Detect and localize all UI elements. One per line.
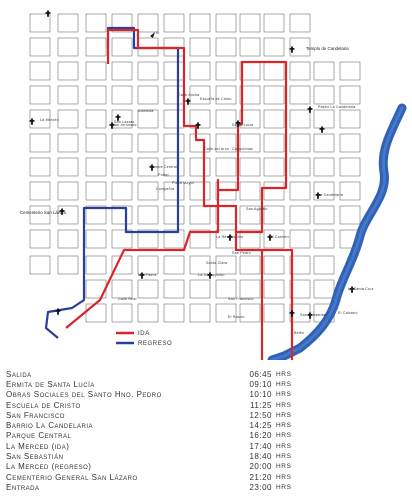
city-block: [86, 256, 106, 274]
city-block: [264, 14, 284, 32]
city-block: [30, 62, 50, 80]
city-block: [216, 38, 236, 56]
city-block: [340, 110, 360, 128]
city-block: [340, 182, 360, 200]
city-block: [216, 14, 236, 32]
schedule-stop: San Francisco: [6, 410, 65, 420]
city-block: [86, 230, 106, 248]
schedule-time: 11:25: [250, 400, 272, 410]
label-belen: Belén: [294, 331, 305, 335]
city-block: [240, 158, 260, 176]
city-block: [30, 182, 50, 200]
city-block: [340, 86, 360, 104]
schedule-time: 12:50: [249, 410, 272, 420]
city-block: [340, 206, 360, 224]
city-block: [314, 280, 334, 298]
legend: [116, 331, 172, 347]
city-block: [216, 304, 236, 322]
schedule-time: 20:00: [249, 462, 272, 472]
schedule-stop: San Sebastián: [6, 452, 64, 462]
city-block: [190, 280, 210, 298]
schedule-time: 10:10: [249, 390, 272, 400]
schedule-row: [6, 420, 306, 430]
city-block: [58, 86, 78, 104]
compass-label: N: [156, 31, 159, 35]
label-capuchinas: Capuchinas: [232, 147, 253, 151]
city-block: [216, 62, 236, 80]
label-la-concepcion: La Concepción: [198, 273, 225, 277]
city-block: [314, 110, 334, 128]
city-block: [264, 230, 284, 248]
label-san-jeronimo: San Jerónimo: [112, 123, 137, 127]
city-block: [264, 134, 284, 152]
city-block: [190, 14, 210, 32]
schedule-unit: HRS: [276, 380, 292, 388]
city-block: [58, 256, 78, 274]
city-block: [86, 110, 106, 128]
label-compania: Compañía: [156, 187, 175, 191]
schedule-time: 06:45: [249, 369, 272, 379]
schedule-unit: HRS: [276, 401, 292, 409]
schedule-stop: Ermita de Santa Lucía: [6, 379, 95, 389]
city-block: [264, 38, 284, 56]
city-block: [164, 134, 184, 152]
label-calle-real: Calle Real: [118, 297, 137, 301]
city-block: [86, 86, 106, 104]
city-block: [290, 110, 310, 128]
city-block: [138, 62, 158, 80]
schedule-row: [6, 369, 306, 379]
city-block: [58, 38, 78, 56]
label-cementerio: Cementerio San Lázaro: [20, 210, 67, 215]
city-block: [314, 134, 334, 152]
schedule-stop: Obras Sociales del Santo Hno. Pedro: [6, 390, 162, 400]
city-blocks: [30, 14, 360, 322]
city-block: [30, 134, 50, 152]
city-block: [290, 206, 310, 224]
city-block: [240, 38, 260, 56]
city-block: [112, 134, 132, 152]
city-block: [240, 182, 260, 200]
city-block: [216, 86, 236, 104]
city-block: [30, 158, 50, 176]
schedule-row: [6, 400, 306, 410]
schedule-time: 18:40: [249, 452, 272, 462]
city-block: [30, 206, 50, 224]
city-block: [314, 256, 334, 274]
city-block: [190, 206, 210, 224]
city-block: [112, 182, 132, 200]
city-block: [290, 134, 310, 152]
city-block: [314, 158, 334, 176]
city-block: [314, 62, 334, 80]
city-block: [86, 134, 106, 152]
schedule-unit: HRS: [276, 391, 292, 399]
schedule-unit: HRS: [276, 422, 292, 430]
city-block: [264, 86, 284, 104]
city-block: [138, 14, 158, 32]
city-block: [58, 206, 78, 224]
city-block: [314, 206, 334, 224]
city-block: [138, 182, 158, 200]
schedule-stop: Cementerio General San Lázaro: [6, 472, 138, 482]
city-block: [138, 206, 158, 224]
city-block: [340, 134, 360, 152]
city-block: [264, 256, 284, 274]
city-block: [240, 280, 260, 298]
city-block: [290, 86, 310, 104]
label-la-recoleccion: La Recolección: [216, 235, 244, 239]
label-la-candelaria-church: La Candelaria: [318, 193, 343, 197]
schedule-row: [6, 462, 306, 472]
city-block: [290, 62, 310, 80]
label-san-agustin: San Agustín: [246, 207, 268, 211]
schedule-time: 09:10: [249, 379, 272, 389]
city-block: [290, 230, 310, 248]
city-block: [112, 62, 132, 80]
label-san-lazaro: San Lázaro: [114, 120, 135, 124]
schedule-unit: HRS: [276, 432, 292, 440]
label-los-pasos: Los Pasos: [138, 273, 157, 277]
schedule-stop: Parque Central: [6, 431, 72, 441]
city-block: [58, 14, 78, 32]
schedule-stop: Salida: [6, 369, 32, 379]
legend-regreso-label: REGRESO: [138, 341, 173, 347]
label-escuela: Escuela de Cristo: [200, 97, 232, 101]
city-block: [86, 14, 106, 32]
schedule-unit: HRS: [276, 473, 292, 481]
city-block: [190, 38, 210, 56]
label-la-santa-cruz: La Santa Cruz: [348, 287, 374, 291]
label-san-pedro: San Pedro: [232, 251, 251, 255]
city-block: [86, 182, 106, 200]
schedule-time: 17:40: [249, 441, 272, 451]
city-block: [86, 158, 106, 176]
label-san-sebastian: San Sebastián: [300, 313, 326, 317]
city-block: [138, 280, 158, 298]
city-block: [112, 304, 132, 322]
city-block: [290, 158, 310, 176]
city-block: [164, 256, 184, 274]
city-block: [58, 62, 78, 80]
city-block: [240, 304, 260, 322]
schedule-stop: Entrada: [6, 482, 40, 492]
city-block: [58, 134, 78, 152]
city-block: [164, 280, 184, 298]
schedule-row: [6, 472, 306, 482]
label-paseo: Paseo La Candelaria: [318, 105, 356, 109]
schedule-time: 23:00: [249, 482, 272, 492]
city-block: [216, 280, 236, 298]
city-block: [216, 158, 236, 176]
schedule-stop: La Merced (ida): [6, 441, 70, 451]
schedule-list: [6, 369, 306, 493]
schedule-row: [6, 431, 306, 441]
city-block: [290, 14, 310, 32]
schedule-stop: Escuela de Cristo: [6, 400, 81, 410]
city-block: [138, 304, 158, 322]
label-la-merced-left: La Merced: [40, 118, 59, 122]
city-block: [138, 86, 158, 104]
city-block: [164, 304, 184, 322]
schedule-row: [6, 390, 306, 400]
city-block: [30, 256, 50, 274]
label-portal: Portal: [158, 173, 169, 177]
city-block: [86, 304, 106, 322]
label-santa-clara: Santa Clara: [206, 261, 228, 265]
city-block: [58, 110, 78, 128]
schedule-time: 21:20: [249, 472, 272, 482]
schedule-row: [6, 379, 306, 389]
city-block: [290, 182, 310, 200]
city-block: [264, 280, 284, 298]
city-block: [112, 86, 132, 104]
city-block: [164, 62, 184, 80]
schedule-unit: HRS: [276, 453, 292, 461]
city-block: [30, 38, 50, 56]
city-block: [216, 256, 236, 274]
city-block: [190, 158, 210, 176]
label-el-carmen: El Carmen: [270, 235, 289, 239]
city-block: [190, 62, 210, 80]
city-block: [138, 256, 158, 274]
city-block: [138, 134, 158, 152]
schedule-unit: HRS: [276, 463, 292, 471]
schedule-row: [6, 410, 306, 420]
label-el-rastro: El Rastro: [228, 315, 245, 319]
label-calle-arco: Calle del Arco: [204, 147, 229, 151]
schedule-time: 16:20: [249, 431, 272, 441]
schedule-unit: HRS: [276, 442, 292, 450]
city-block: [164, 14, 184, 32]
city-block: [264, 62, 284, 80]
city-block: [264, 182, 284, 200]
city-block: [264, 158, 284, 176]
city-block: [30, 14, 50, 32]
city-block: [314, 230, 334, 248]
schedule-unit: HRS: [276, 411, 292, 419]
city-block: [190, 304, 210, 322]
city-block: [240, 14, 260, 32]
legend-ida-label: IDA: [138, 331, 150, 337]
city-block: [112, 38, 132, 56]
city-block: [216, 230, 236, 248]
city-block: [164, 110, 184, 128]
label-parque: Parque Central: [150, 165, 177, 169]
city-block: [112, 280, 132, 298]
city-block: [112, 256, 132, 274]
schedule-unit: HRS: [276, 483, 292, 491]
city-block: [58, 158, 78, 176]
schedule-stop: Barrio La Candelaria: [6, 421, 94, 431]
label-templo-candelaria: Templo de Candelaria: [306, 46, 349, 51]
city-block: [190, 256, 210, 274]
label-calle-ancha: Calle Ancha: [178, 93, 200, 97]
label-san-francisco: San Francisco: [228, 297, 254, 301]
city-block: [86, 38, 106, 56]
city-block: [58, 230, 78, 248]
city-block: [314, 182, 334, 200]
city-block: [340, 62, 360, 80]
city-block: [58, 182, 78, 200]
schedule-row: [6, 441, 306, 451]
label-alameda: Alameda: [138, 109, 154, 113]
label-el-calvario: El Calvario: [338, 311, 358, 315]
schedule-stop: La Merced (regreso): [6, 462, 92, 472]
label-santa-lucia: Santa Lucía: [232, 123, 254, 127]
city-block: [264, 110, 284, 128]
schedule-unit: HRS: [276, 370, 292, 378]
schedule-row: [6, 451, 306, 461]
city-block: [30, 230, 50, 248]
city-block: [264, 304, 284, 322]
city-block: [240, 256, 260, 274]
city-block: [112, 158, 132, 176]
city-block: [340, 158, 360, 176]
schedule-row: [6, 482, 306, 492]
city-block: [164, 206, 184, 224]
city-block: [30, 86, 50, 104]
schedule-time: 14:25: [249, 421, 272, 431]
city-block: [314, 86, 334, 104]
label-plaza-mayor: Plaza Mayor: [172, 181, 195, 185]
city-block: [86, 62, 106, 80]
